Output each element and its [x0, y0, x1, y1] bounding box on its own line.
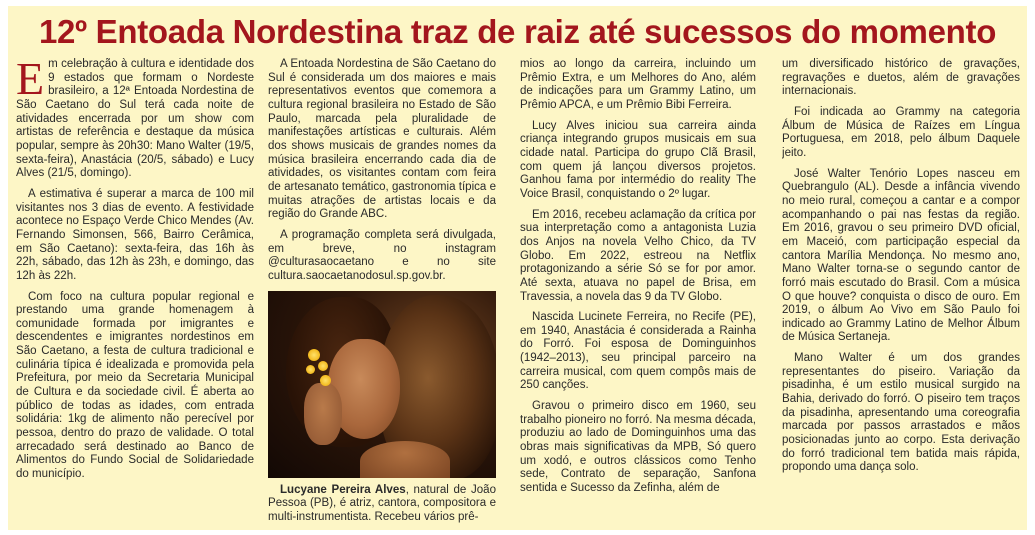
paragraph: Lucy Alves iniciou sua carreira ainda criança integrando grupos musicais em sua cidade natal. Participa do grupo Clã Brasil, com quem já lançou diversos projetos. Ganhou fama por intermédio do reality The Voice Brasil, conquistando o 2º lugar. [520, 119, 756, 200]
paragraph: Gravou o primeiro disco em 1960, seu trabalho pioneiro no forró. Na mesma década, produziu ao lado de Dominguinhos uma das obras mais significativas da MPB, Só quero um xodó, e outros clássicos como Tenho sede, Contrato de separação, Sanfona sentida e Sucesso da Zefinha, além de [520, 400, 756, 495]
drop-cap: E [16, 58, 45, 104]
paragraph-text: m celebração à cultura e identidade dos 9 estados que formam o Nordeste brasileiro, a 12ª Entoada Nordestina de São Caetano do Sul terá cada noite de atividades encerrada por um show com artistas de referência e destaque da música popular, sempre às 20h30: Mano Walter (19/5, sexta-feira), Anastácia (20/5, sábado) e Lucy Alves (21/5, domingo). [16, 58, 254, 180]
paragraph: A programação completa será divulgada, em breve, no instagram @culturasaocaetano e no site cultura.saocaetanodosul.sp.gov.br. [268, 228, 496, 282]
paragraph [16, 58, 254, 181]
paragraph: A Entoada Nordestina de São Caetano do Sul é considerada um dos maiores e mais representativos eventos que comemora a cultura regional brasileira no Estado de São Paulo, marcada pela pluralidade de manifestações artísticas e culturais. Além dos shows musicais de grandes nomes da música brasileira encerrando cada dia de atividades, os visitantes contam com feira de artesanato temático, gastronomia típica e muitas atrações de artistas locais e da região do Grande ABC. [268, 58, 496, 221]
paragraph: A estimativa é superar a marca de 100 mil visitantes nos 3 dias de evento. A festividade acontece no Espaço Verde Chico Mendes (Av. Fernando Simonsen, 566, Bairro Cerâmica, em São Caetano): sexta-feira, das 16h às 22h, sábado, das 12h às 23h, e domingo, das 12h às 22h. [16, 187, 254, 282]
flower-icon [308, 349, 320, 361]
paragraph: Nascida Lucinete Ferreira, no Recife (PE), em 1940, Anastácia é considerada a Rainha do Forró. Foi esposa de Dominguinhos (1942–2013), seu principal parceiro na carreira musical, com quem compôs mais de 250 canções. [520, 311, 756, 392]
photo-caption [268, 484, 496, 525]
paragraph: mios ao longo da carreira, incluindo um Prêmio Extra, e um Melhores do Ano, além de indicações para um Grammy Latino, um Prêmio APCA, e um Prêmio Bibi Ferreira. [520, 58, 756, 111]
article-column-1 [16, 58, 254, 528]
article-column-3 [520, 58, 756, 528]
flower-icon [320, 375, 331, 386]
article-column-4 [782, 58, 1020, 528]
headline: 12º Entoada Nordestina traz de raiz até sucessos do momento [38, 13, 997, 50]
paragraph: Foi indicada ao Grammy na categoria Álbum de Música de Raízes em Língua Portuguesa, em 2018, pelo álbum Daquele jeito. [782, 105, 1020, 159]
paragraph: Em 2016, recebeu aclamação da crítica por sua interpretação como a antagonista Luzia dos Anjos na novela Velho Chico, da TV Globo. Em 2022, estreou na Netflix protagonizando a série Só se for por amor. Até sexta, atuava no papel de Brisa, em Travessia, a novela das 9 da TV Globo. [520, 208, 756, 303]
caption-text: , natural de João Pessoa (PB), é atriz, cantora, compositora e multi-instrumentista. Recebeu vários prê- [268, 483, 496, 523]
article-column-2 [268, 58, 496, 528]
photo-hand [304, 383, 342, 445]
newspaper-page [8, 6, 1027, 530]
paragraph: Com foco na cultura popular regional e prestando uma grande homenagem à comunidade formada por imigrantes e descendentes e imigrantes nordestinos em São Caetano, a festa de cultura tradicional e culinária típica é idealizada e promovida pela Prefeitura, por meio da Secretaria Municipal de Cultura e da sociedade civil. É aberta ao público de todas as idades, com entrada solidária: 1kg de alimento não perecível por pessoa, dentro do prazo de validade. O total arrecadado será destinado ao Banco de Alimentos do Fundo Social de Solidariedade do município. [16, 290, 254, 481]
paragraph: José Walter Tenório Lopes nasceu em Quebrangulo (AL). Desde a infância vivendo no meio rural, começou a cantar e a compor acompanhando o pai nas festas da região. Em 2016, gravou o seu primeiro DVD oficial, em Maceió, com participação especial da cantora Marília Mendonça. No mesmo ano, Mano Walter torna-se o segundo cantor de forró mais escutado do Brasil. Com a música O que houve? conquista o disco de ouro. Em 2019, o álbum Ao Vivo em São Paulo foi indicado ao Grammy Latino de Melhor Álbum de Música Sertaneja. [782, 167, 1020, 344]
paragraph: um diversificado histórico de gravações, regravações e duetos, além de gravações internacionais. [782, 58, 1020, 98]
flower-icon [306, 365, 315, 374]
flower-icon [318, 361, 328, 371]
caption-name: Lucyane Pereira Alves [280, 483, 406, 496]
paragraph: Mano Walter é um dos grandes representantes do piseiro. Variação da pisadinha, é um estilo musical surgido na Bahia, derivado do forró. O piseiro tem traços da pisadinha, apresentando uma coreografia marcada por passos arrastados e mãos posicionadas junto ao corpo. Esta derivação do forró tradicional tem batida mais rápida, propondo uma dança solo. [782, 352, 1020, 474]
artist-photo [268, 291, 496, 478]
photo-shoulder [360, 441, 450, 478]
